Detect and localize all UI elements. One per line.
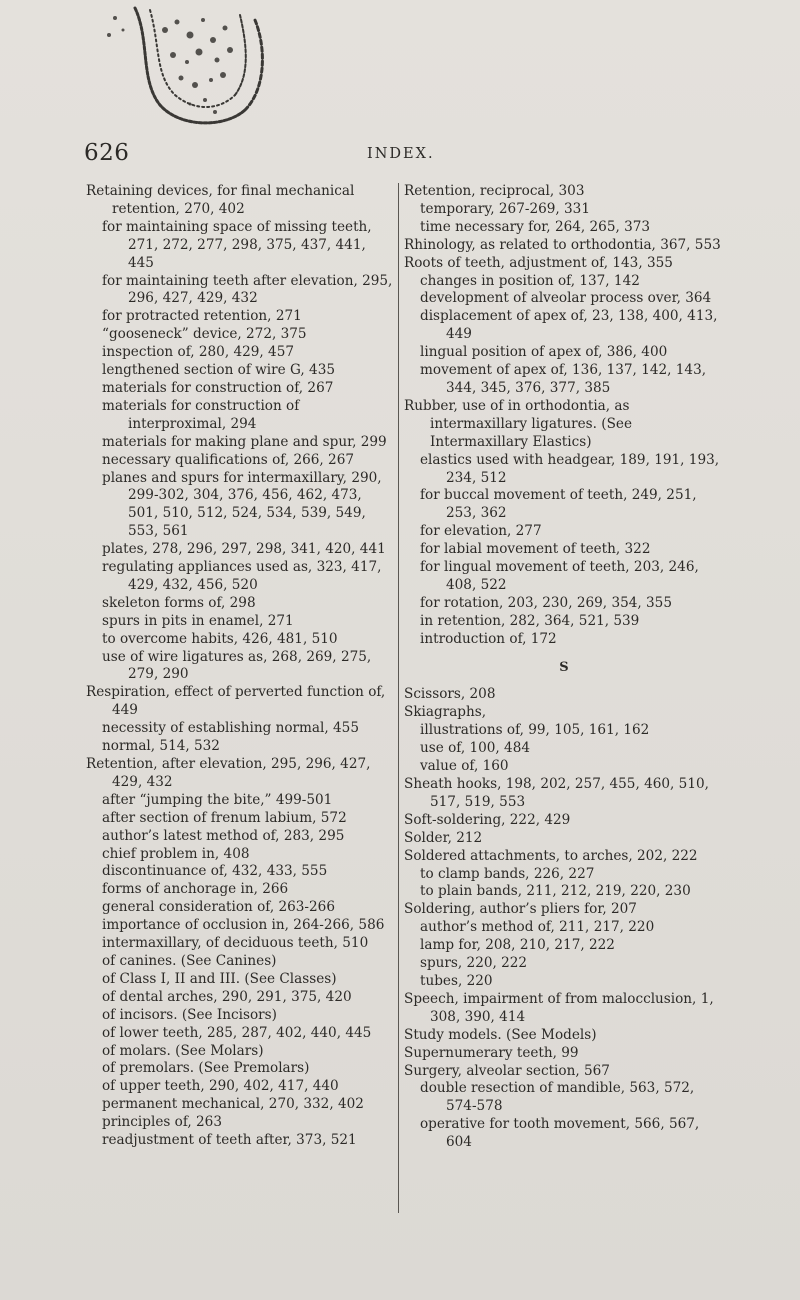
- index-entry: Soldered attachments, to arches, 202, 222: [404, 847, 698, 864]
- index-subentry: necessity of establishing normal, 455: [102, 720, 359, 737]
- index-subentry: changes in position of, 137, 142: [420, 272, 640, 289]
- index-group-r: [404, 183, 724, 649]
- index-subentry: for labial movement of teeth, 322: [420, 541, 651, 558]
- index-subentry: elastics used with headgear, 189, 191, 193, 234, 512: [420, 451, 720, 486]
- index-subentry: intermaxillary, of deciduous teeth, 510: [102, 935, 369, 952]
- index-entry: Soft-soldering, 222, 429: [404, 811, 571, 828]
- index-subentry: “gooseneck” device, 272, 375: [102, 326, 307, 343]
- index-entry: Rubber, use of in orthodontia, as intermaxillary ligatures. (See Intermaxillary Elastics): [404, 397, 633, 450]
- index-subentry: materials for making plane and spur, 299: [102, 433, 387, 450]
- index-subentry: double resection of mandible, 563, 572, 574-578: [420, 1080, 695, 1115]
- index-subentry: principles of, 263: [102, 1114, 222, 1131]
- index-entry: Soldering, author’s pliers for, 207: [404, 901, 637, 918]
- index-subentry: necessary qualifications of, 266, 267: [102, 451, 355, 468]
- index-subentry: lamp for, 208, 210, 217, 222: [420, 937, 615, 954]
- index-subentry: importance of occlusion in, 264-266, 586: [102, 917, 385, 934]
- index-subentry: to plain bands, 211, 212, 219, 220, 230: [420, 883, 691, 900]
- index-entry: Retention, after elevation, 295, 296, 427, 429, 432: [86, 756, 371, 790]
- index-subentry: operative for tooth movement, 566, 567, 604: [420, 1116, 700, 1151]
- index-subentry: use of, 100, 484: [420, 740, 531, 757]
- index-subentry: illustrations of, 99, 105, 161, 162: [420, 722, 650, 739]
- index-subentry: for maintaining teeth after elevation, 295, 296, 427, 429, 432: [102, 272, 393, 307]
- index-subentry: for maintaining space of missing teeth, 271, 272, 277, 298, 375, 437, 441, 445: [102, 218, 372, 271]
- index-subentry: of incisors. (See Incisors): [102, 1006, 277, 1023]
- index-entry: Rhinology, as related to orthodontia, 367, 553: [404, 236, 721, 253]
- index-subentry: of premolars. (See Premolars): [102, 1060, 310, 1077]
- index-column-left: [86, 183, 394, 1150]
- index-subentry: for elevation, 277: [420, 523, 542, 540]
- index-entry: Study models. (See Models): [404, 1026, 597, 1043]
- index-subentry: to clamp bands, 226, 227: [420, 865, 595, 882]
- index-subentry: development of alveolar process over, 364: [420, 290, 712, 307]
- index-subentry: temporary, 267-269, 331: [420, 200, 590, 217]
- index-subentry: for rotation, 203, 230, 269, 354, 355: [420, 594, 672, 611]
- index-entry: Skiagraphs,: [404, 704, 487, 721]
- index-subentry: materials for construction of interproximal, 294: [102, 397, 300, 432]
- index-subentry: lengthened section of wire G, 435: [102, 362, 335, 379]
- index-subentry: spurs in pits in enamel, 271: [102, 612, 294, 629]
- index-entry: Retaining devices, for final mechanical retention, 270, 402: [86, 183, 355, 217]
- index-subentry: permanent mechanical, 270, 332, 402: [102, 1096, 364, 1113]
- running-head: INDEX.: [367, 146, 435, 162]
- index-subentry: spurs, 220, 222: [420, 955, 528, 972]
- index-subentry: for buccal movement of teeth, 249, 251, 253, 362: [420, 487, 697, 522]
- index-entry: Speech, impairment of from malocclusion, 1, 308, 390, 414: [404, 990, 714, 1025]
- index-entry: Supernumerary teeth, 99: [404, 1044, 579, 1061]
- index-column-right: [404, 183, 724, 1152]
- index-subentry: introduction of, 172: [420, 630, 557, 647]
- index-entry: Surgery, alveolar section, 567: [404, 1062, 610, 1079]
- page-number: 626: [84, 140, 130, 166]
- index-subentry: of dental arches, 290, 291, 375, 420: [102, 988, 352, 1005]
- page-header: [84, 140, 764, 170]
- index-subentry: skeleton forms of, 298: [102, 594, 256, 611]
- index-entry: Sheath hooks, 198, 202, 257, 455, 460, 510, 517, 519, 553: [404, 776, 709, 810]
- index-subentry: chief problem in, 408: [102, 845, 250, 862]
- index-subentry: of Class I, II and III. (See Classes): [102, 970, 337, 987]
- index-subentry: inspection of, 280, 429, 457: [102, 344, 295, 361]
- index-subentry: use of wire ligatures as, 268, 269, 275, 279, 290: [102, 648, 372, 683]
- index-subentry: author’s method of, 211, 217, 220: [420, 919, 655, 936]
- index-subentry: tubes, 220: [420, 972, 493, 989]
- index-subentry: of canines. (See Canines): [102, 952, 277, 969]
- index-subentry: planes and spurs for intermaxillary, 290, 299-302, 304, 376, 456, 462, 473, 501, 510, 512, 524, 534, 539, 549, 553, 561: [102, 469, 382, 540]
- index-subentry: normal, 514, 532: [102, 738, 220, 755]
- index-subentry: for protracted retention, 271: [102, 308, 302, 325]
- index-subentry: forms of anchorage in, 266: [102, 881, 289, 898]
- index-subentry: movement of apex of, 136, 137, 142, 143, 344, 345, 376, 377, 385: [420, 362, 707, 396]
- index-entry: Solder, 212: [404, 829, 483, 846]
- index-subentry: for lingual movement of teeth, 203, 246, 408, 522: [420, 559, 699, 593]
- library-stamp-image: [95, 0, 275, 130]
- index-subentry: materials for construction of, 267: [102, 379, 334, 396]
- index-subentry: of molars. (See Molars): [102, 1042, 264, 1059]
- index-subentry: plates, 278, 296, 297, 298, 341, 420, 441: [102, 541, 386, 558]
- index-group-s: [404, 686, 724, 1152]
- index-subentry: after “jumping the bite,” 499-501: [102, 791, 333, 808]
- index-subentry: displacement of apex of, 23, 138, 400, 413, 449: [420, 308, 718, 343]
- index-subentry: value of, 160: [420, 758, 509, 775]
- index-subentry: readjustment of teeth after, 373, 521: [102, 1132, 357, 1149]
- index-entry: Respiration, effect of perverted function of, 449: [86, 684, 386, 719]
- index-subentry: time necessary for, 264, 265, 373: [420, 218, 651, 235]
- index-subentry: discontinuance of, 432, 433, 555: [102, 863, 328, 880]
- index-subentry: of lower teeth, 285, 287, 402, 440, 445: [102, 1024, 372, 1041]
- index-entry: Roots of teeth, adjustment of, 143, 355: [404, 254, 673, 271]
- index-subentry: author’s latest method of, 283, 295: [102, 827, 345, 844]
- index-entry: Retention, reciprocal, 303: [404, 183, 585, 199]
- index-subentry: to overcome habits, 426, 481, 510: [102, 630, 338, 647]
- index-subentry: general consideration of, 263-266: [102, 899, 335, 916]
- index-subentry: of upper teeth, 290, 402, 417, 440: [102, 1078, 339, 1095]
- column-divider: [398, 183, 399, 1213]
- index-subentry: in retention, 282, 364, 521, 539: [420, 612, 640, 629]
- index-subentry: regulating appliances used as, 323, 417, 429, 432, 456, 520: [102, 559, 382, 593]
- section-letter: S: [559, 659, 569, 675]
- index-entry: Scissors, 208: [404, 686, 496, 703]
- index-subentry: lingual position of apex of, 386, 400: [420, 344, 668, 361]
- index-subentry: after section of frenum labium, 572: [102, 809, 347, 826]
